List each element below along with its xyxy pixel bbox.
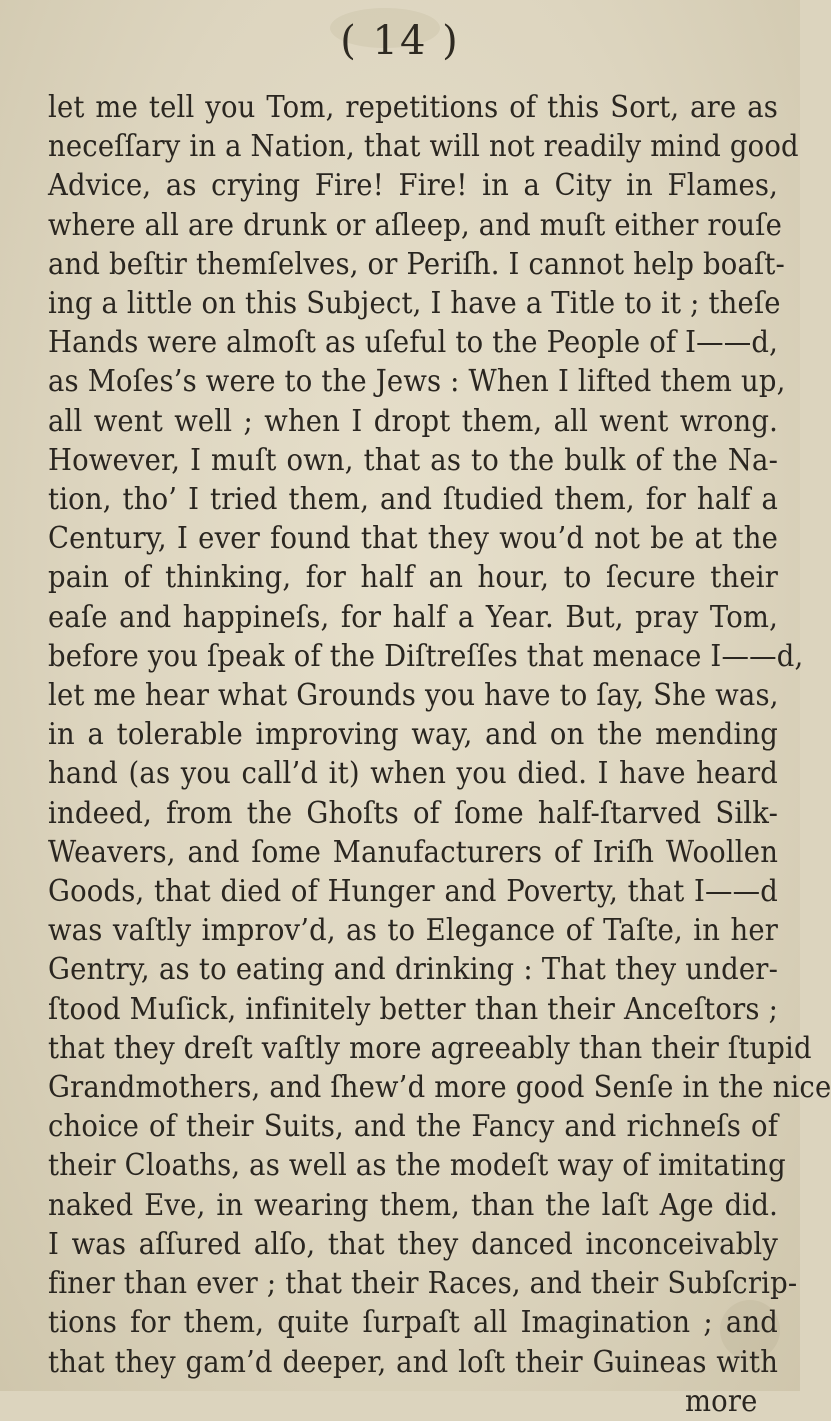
text-line: Hands were almoſt as uſeful to the People of I——d, xyxy=(48,325,779,360)
text-line: let me hear what Grounds you have to ſay, She was, xyxy=(48,678,779,713)
text-line: Gentry, as to eating and drinking : That they under- xyxy=(48,952,779,987)
text-line: ſtood Muſick, infinitely better than their Anceſtors ; xyxy=(48,991,779,1026)
body-text xyxy=(48,88,831,1421)
text-line: before you ſpeak of the Diſtreſſes that menace I——d, xyxy=(48,638,804,673)
text-line: However, I muſt own, that as to the bulk of the Na- xyxy=(48,442,779,477)
text-line: I was aſſured alſo, that they danced inconceivably xyxy=(48,1226,779,1261)
text-line: that they dreſt vaſtly more agreeably than their ſtupid xyxy=(48,1030,812,1065)
text-line: neceſſary in a Nation, that will not readily mind good xyxy=(48,129,799,164)
text-line: all went well ; when I dropt them, all went wrong. xyxy=(48,403,779,438)
text-line: choice of their Suits, and the Fancy and richneſs of xyxy=(48,1109,779,1144)
text-line: Grandmothers, and ſhew’d more good Senſe in the nice xyxy=(48,1070,831,1105)
text-line: in a tolerable improving way, and on the mending xyxy=(48,717,779,752)
text-line: let me tell you Tom, repetitions of this Sort, are as xyxy=(48,90,779,124)
text-line: was vaſtly improv’d, as to Elegance of Taſte, in her xyxy=(48,913,779,948)
text-line: eaſe and happineſs, for half a Year. But, pray Tom, xyxy=(48,599,779,634)
text-line: hand (as you call’d it) when you died. I have heard xyxy=(48,756,779,791)
text-line: indeed, from the Ghoſts of ſome half-ſtarved Silk- xyxy=(48,795,779,830)
text-line: as Moſes’s were to the Jews : When I lifted them up, xyxy=(48,364,786,399)
text-line: Goods, that died of Hunger and Poverty, that I——d xyxy=(48,874,779,909)
text-line: Advice, as crying Fire! Fire! in a City in Flames, xyxy=(48,168,779,203)
text-line: Weavers, and ſome Manufacturers of Iriſh Woollen xyxy=(48,834,779,869)
text-line: their Cloaths, as well as the modeſt way of imitating xyxy=(48,1148,786,1183)
text-line: tion, tho’ I tried them, and ſtudied them, for half a xyxy=(48,482,779,517)
text-line: Century, I ever found that they wou’d not be at the xyxy=(48,521,779,556)
text-line: tions for them, quite ſurpaſt all Imagination ; and xyxy=(48,1305,779,1340)
text-line: pain of thinking, for half an hour, to ſecure their xyxy=(48,560,779,595)
text-line: that they gam’d deeper, and loſt their Guineas with xyxy=(48,1344,779,1379)
catchword: more xyxy=(684,1383,758,1418)
text-line: ing a little on this Subject, I have a Title to it ; theſe xyxy=(48,286,781,321)
page-number: ( 14 ) xyxy=(340,18,460,64)
text-line: naked Eve, in wearing them, than the laſt Age did. xyxy=(48,1187,779,1222)
text-line: where all are drunk or aſleep, and muſt either rouſe xyxy=(48,207,783,242)
text-line: finer than ever ; that their Races, and their Subſcrip- xyxy=(48,1266,798,1301)
text-line: and beſtir themſelves, or Periſh. I cannot help boaſt- xyxy=(48,246,786,281)
